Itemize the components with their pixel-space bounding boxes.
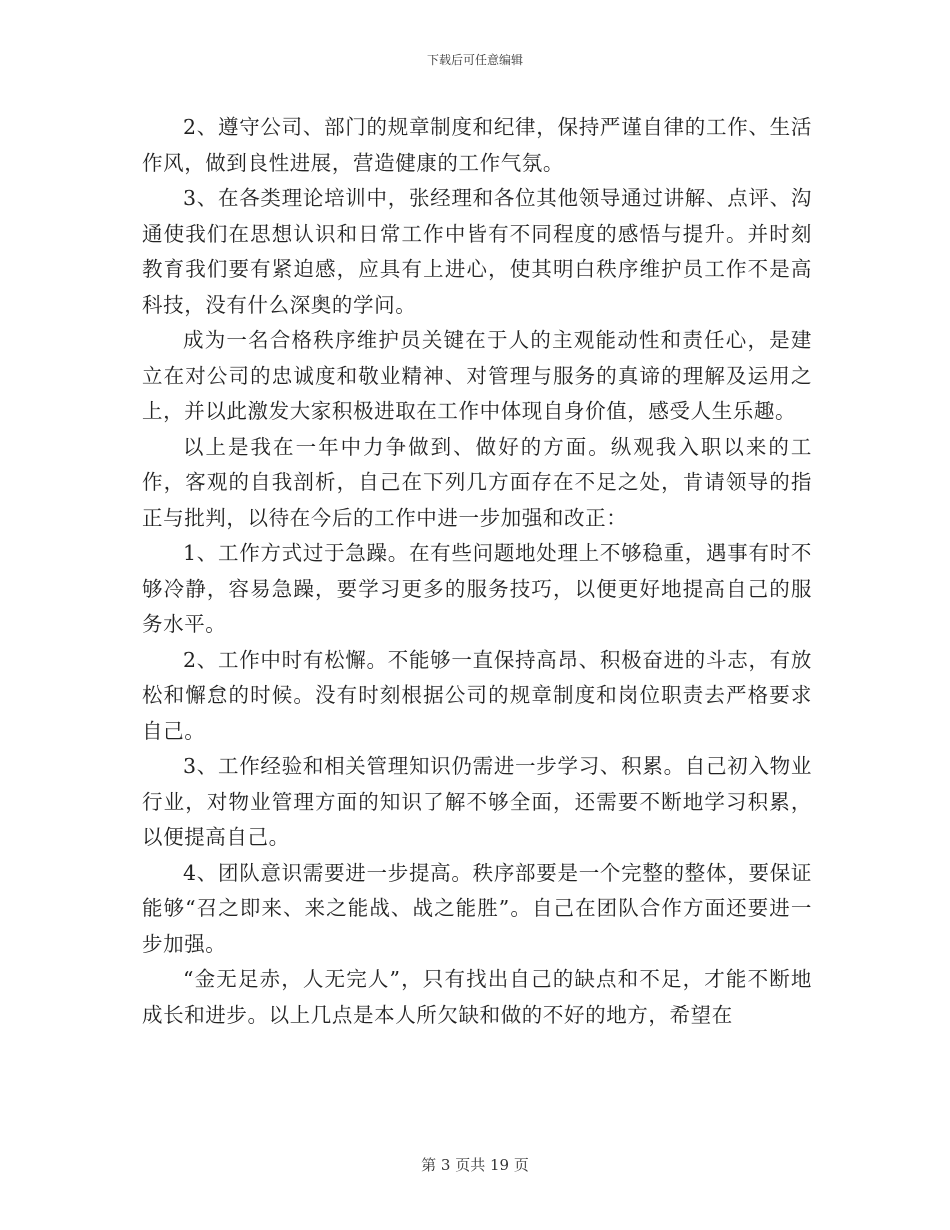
page-number: 第 3 页共 19 页 <box>421 1156 529 1174</box>
paragraph-shortcoming-1: 1、工作方式过于急躁。在有些问题地处理上不够稳重，遇事有时不够冷静，容易急躁，要学习更多的服务技巧，以便更好地提高自己的服务水平。 <box>142 541 812 636</box>
paragraph-training: 3、在各类理论培训中，张经理和各位其他领导通过讲解、点评、沟通使我们在思想认识和日常工作中皆有不同程度的感悟与提升。并时刻教育我们要有紧迫感，应具有上进心，使其明白秩序维护员工作不是高科技，没有什么深奥的学问。 <box>142 186 812 317</box>
paragraph-self-review: 以上是我在一年中力争做到、做好的方面。纵观我入职以来的工作，客观的自我剖析，自己在下列几方面存在不足之处，肯请领导的指正与批判，以待在今后的工作中进一步加强和改正： <box>142 434 812 530</box>
paragraph-shortcoming-3: 3、工作经验和相关管理知识仍需进一步学习、积累。自己初入物业行业，对物业管理方面的知识了解不够全面，还需要不断地学习积累，以便提高自己。 <box>142 754 812 849</box>
paragraph-qualified-guard: 成为一名合格秩序维护员关键在于人的主观能动性和责任心，是建立在对公司的忠诚度和敬业精神、对管理与服务的真谛的理解及运用之上，并以此激发大家积极进取在工作中体现自身价值，感受人生乐趣。 <box>142 328 812 423</box>
paragraph-closing: “金无足赤，人无完人”，只有找出自己的缺点和不足，才能不断地成长和进步。以上几点是本人所欠缺和做的不好的地方，希望在 <box>142 967 812 1027</box>
document-body <box>142 110 812 1033</box>
paragraph-shortcoming-4: 4、团队意识需要进一步提高。秩序部要是一个完整的整体，要保证能够“召之即来、来之能战、战之能胜”。自己在团队合作方面还要进一步加强。 <box>142 860 812 956</box>
paragraph-shortcoming-2: 2、工作中时有松懈。不能够一直保持高昂、积极奋进的斗志，有放松和懈怠的时候。没有时刻根据公司的规章制度和岗位职责去严格要求自己。 <box>142 647 812 743</box>
page-header: 下载后可任意编辑 <box>426 53 523 67</box>
paragraph-rule-compliance: 2、遵守公司、部门的规章制度和纪律，保持严谨自律的工作、生活作风，做到良性进展，营造健康的工作气氛。 <box>142 115 812 175</box>
